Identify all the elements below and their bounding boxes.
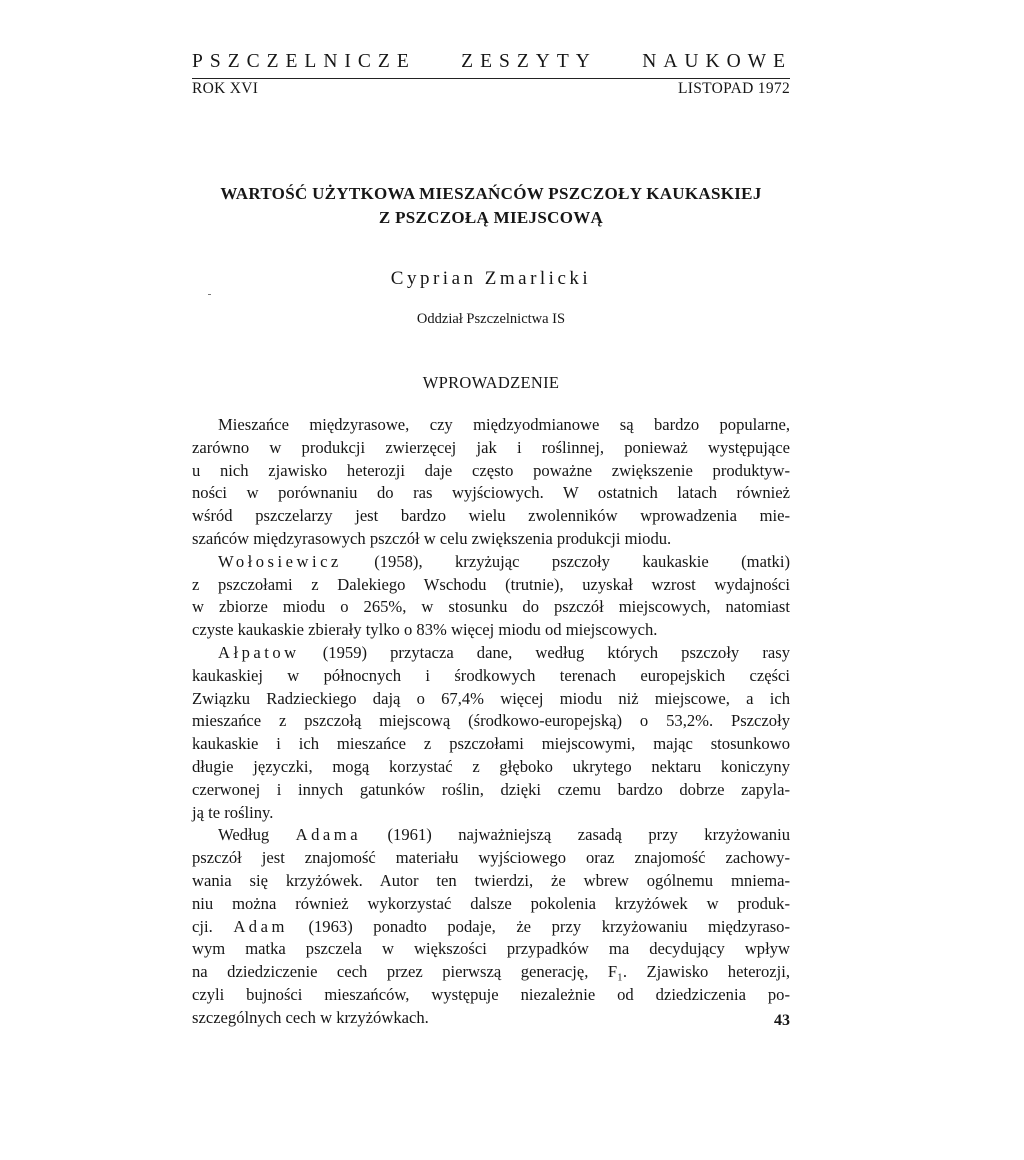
text-line: czerwonej i innych gatunków roślin, dzięki czemu bardzo dobrze zapyla-	[192, 779, 790, 799]
volume-label: ROK XVI	[192, 80, 259, 97]
text-line: Związku Radzieckiego dają o 67,4% więcej miodu niż miejscowe, a ich	[192, 688, 790, 708]
text-line	[192, 551, 790, 574]
text-line: kaukaskiej w północnych i środkowych terenach europejskich części	[192, 665, 790, 685]
text-line: ności w porównaniu do ras wyjściowych. W ostatnich latach również	[192, 483, 790, 503]
cited-author: Wołosiewicz	[218, 551, 342, 571]
text-line	[192, 824, 790, 847]
scan-speck	[208, 294, 211, 295]
text-line: Mieszańce międzyrasowe, czy międzyodmianowe są bardzo popularne,	[218, 415, 790, 434]
journal-title-word: PSZCZELNICZE	[192, 51, 416, 72]
text-line: kaukaskie i ich mieszańce z pszczołami miejscowymi, mając stosunkowo	[192, 734, 790, 754]
text-fragment: (1963) ponadto podaje, że przy krzyżowaniu międzyraso-	[287, 916, 790, 936]
text-line: z pszczołami z Dalekiego Wschodu (trutnie), uzyskał wzrost wydajności	[192, 574, 790, 594]
header-meta	[192, 79, 790, 99]
text-line: w zbiorze miodu o 265%, w stosunku do pszczół miejscowych, natomiast	[192, 597, 790, 617]
author-affiliation: Oddział Pszczelnictwa IS	[416, 311, 566, 327]
cited-author: Ałpatow	[218, 642, 300, 662]
text-line	[192, 916, 790, 939]
journal-title-word: NAUKOWE	[642, 51, 792, 72]
text-line: u nich zjawisko heterozji daje często poważne zwiększenie produktyw-	[192, 460, 790, 480]
text-line	[192, 642, 790, 665]
text-line: na dziedziczenie cech przez pierwszą generację, F₁. Zjawisko heterozji,	[192, 962, 790, 982]
article-title	[192, 182, 790, 230]
author-name: Cyprian Zmarlicki	[390, 268, 592, 289]
journal-title	[192, 50, 792, 74]
text-fragment: cji.	[192, 916, 234, 936]
text-fragment: (1959) przytacza dane, według których pszczoły rasy	[299, 642, 790, 662]
article-title-line: WARTOŚĆ UŻYTKOWA MIESZAŃCÓW PSZCZOŁY KAUKASKIEJ	[220, 184, 762, 203]
text-line: niu można również wykorzystać dalsze pokolenia krzyżówek w produk-	[192, 893, 790, 913]
text-line: wym matka pszczela w większości przypadków ma decydujący wpływ	[192, 939, 790, 959]
page-number: 43	[774, 1012, 790, 1029]
text-line: czyste kaukaskie zbierały tylko o 83% więcej miodu od miejscowych.	[192, 620, 658, 640]
text-line: długie języczki, mogą korzystać z głęboko ukrytego nektaru koniczyny	[192, 756, 790, 776]
text-line: wśród pszczelarzy jest bardzo wielu zwolenników wprowadzenia mie-	[192, 506, 790, 526]
text-line: zarówno w produkcji zwierzęcej jak i roślinnej, ponieważ występujące	[192, 437, 790, 457]
text-line: szczególnych cech w krzyżówkach.	[192, 1007, 429, 1027]
text-fragment: (1958), krzyżując pszczoły kaukaskie (matki)	[341, 551, 790, 571]
journal-title-word: ZESZYTY	[461, 51, 597, 72]
cited-author: Adama	[295, 825, 362, 845]
text-line: ją te rośliny.	[192, 802, 274, 822]
body-text	[192, 414, 790, 1030]
text-line: pszczół jest znajomość materiału wyjściowego oraz znajomość zachowy-	[192, 848, 790, 868]
cited-author: Adam	[233, 916, 288, 936]
text-fragment: Według	[218, 825, 296, 845]
text-line: mieszańce z pszczołą miejscową (środkowo-europejską) o 53,2%. Pszczoły	[192, 711, 790, 731]
text-line: wania się krzyżówek. Autor ten twierdzi, że wbrew ogólnemu mniema-	[192, 870, 790, 890]
text-line: czyli bujności mieszańców, występuje niezależnie od dziedziczenia po-	[192, 984, 790, 1004]
article-title-line: Z PSZCZOŁĄ MIEJSCOWĄ	[378, 208, 604, 227]
issue-date: LISTOPAD 1972	[678, 80, 790, 97]
text-line: szańców międzyrasowych pszczół w celu zwiększenia produkcji miodu.	[192, 528, 672, 548]
text-fragment: (1961) najważniejszą zasadą przy krzyżowaniu	[361, 825, 790, 845]
section-heading: WPROWADZENIE	[422, 373, 560, 392]
